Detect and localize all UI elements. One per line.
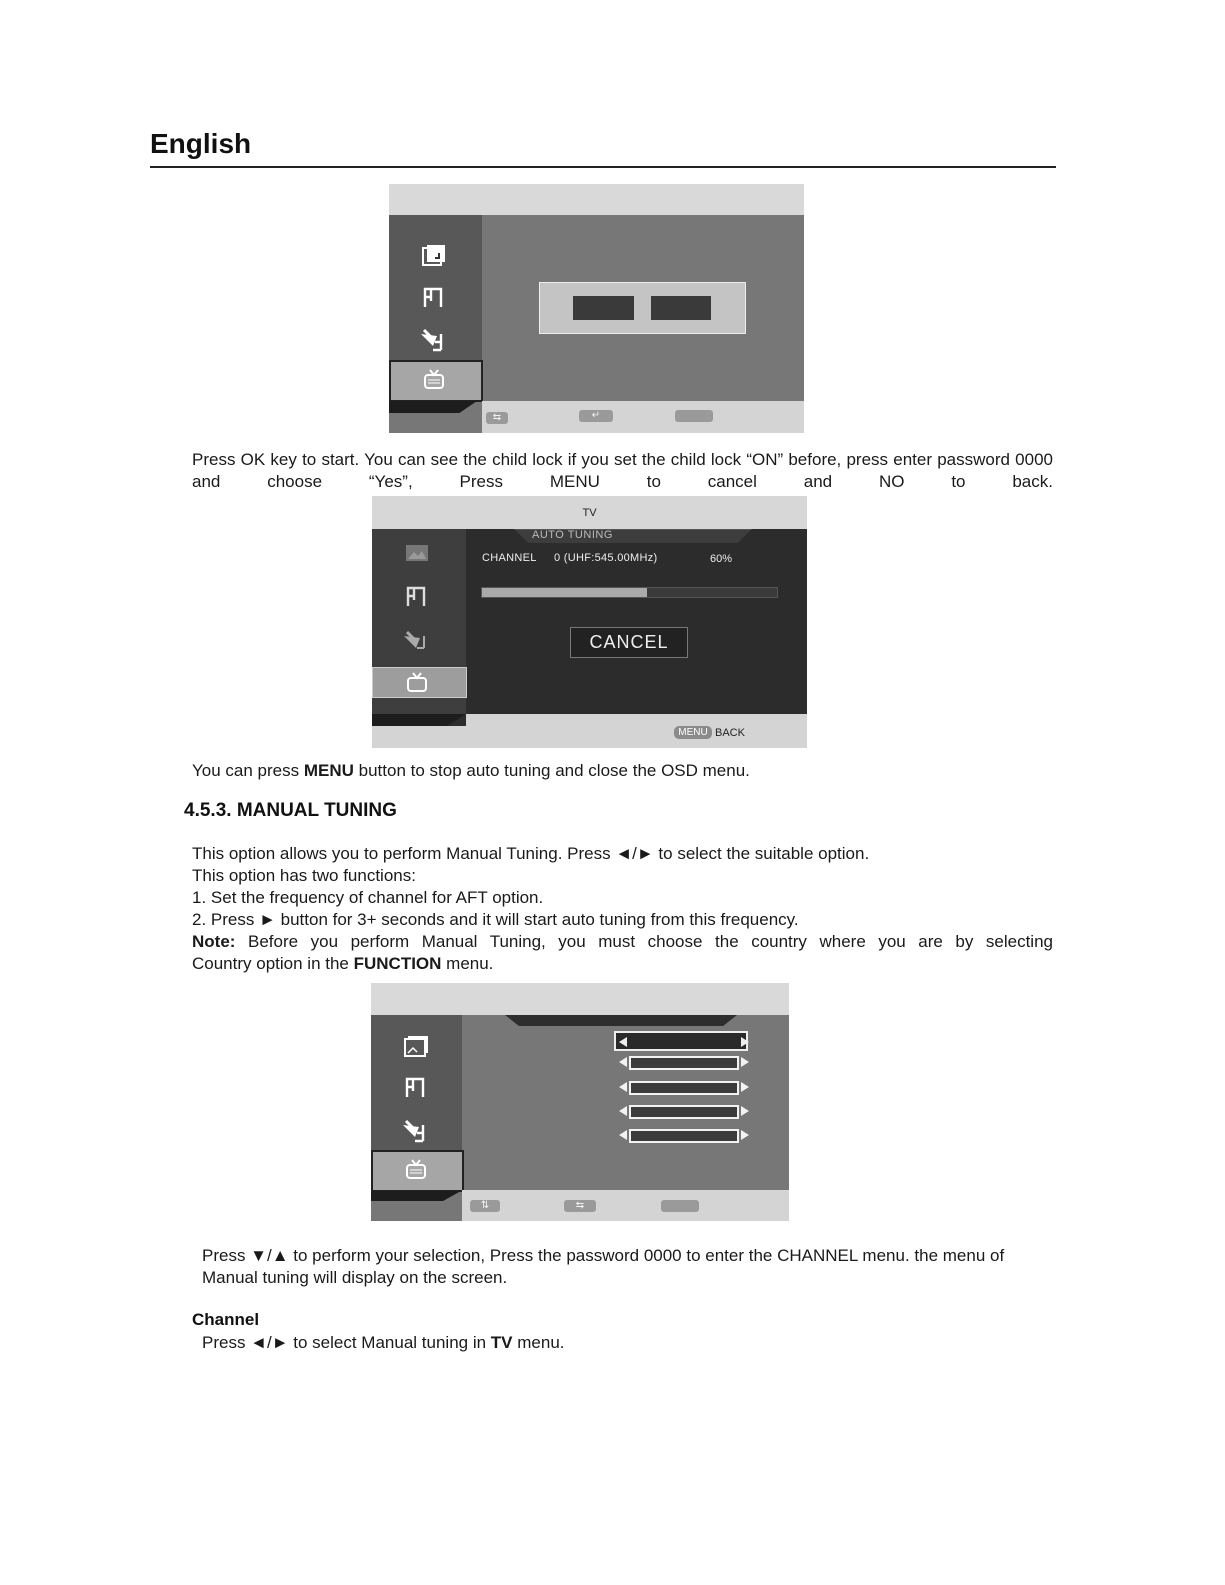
sidebar-bottom-tab xyxy=(389,401,477,413)
header-rule xyxy=(150,166,1056,168)
aft-spinner[interactable] xyxy=(619,1105,749,1119)
sidebar-bottom-tab xyxy=(371,1191,461,1201)
arrow-left-icon[interactable] xyxy=(619,1106,627,1116)
arrow-left-icon[interactable] xyxy=(619,1130,627,1140)
arrow-left-icon[interactable] xyxy=(619,1057,627,1067)
channel-instruction-c: menu. xyxy=(512,1333,565,1352)
osd-title-bar xyxy=(371,983,789,1015)
auto-tuning-instruction xyxy=(192,449,1053,493)
tv-icon[interactable] xyxy=(399,1155,433,1185)
stop-tuning-text xyxy=(192,760,1053,782)
osd-footer-left xyxy=(372,726,466,748)
osd-footer xyxy=(466,714,807,748)
sound-icon[interactable] xyxy=(417,282,451,312)
picture-icon[interactable] xyxy=(400,538,434,568)
manual-tuning-line-2: This option has two functions: xyxy=(192,866,416,885)
color-system-spinner[interactable] xyxy=(619,1056,749,1070)
picture-icon[interactable] xyxy=(399,1031,433,1061)
arrow-left-icon[interactable] xyxy=(619,1037,627,1047)
menu-key-icon xyxy=(674,726,712,739)
osd-manual-tuning-screen xyxy=(371,983,789,1221)
function-icon[interactable] xyxy=(417,324,451,354)
channel-instruction-a: Press ◄/► to select Manual tuning in xyxy=(202,1333,491,1352)
enter-key-icon: ↵ xyxy=(579,410,613,422)
sound-icon[interactable] xyxy=(399,1072,433,1102)
section-heading: 4.5.3. MANUAL TUNING xyxy=(184,800,397,821)
no-button[interactable] xyxy=(651,296,711,320)
stop-tuning-menu: MENU xyxy=(303,761,354,780)
back-label: BACK xyxy=(715,727,745,739)
auto-tuning-heading: AUTO TUNING xyxy=(532,529,613,541)
channel-heading: Channel xyxy=(192,1310,260,1329)
arrow-right-icon[interactable] xyxy=(741,1082,749,1092)
menu-key-label: MENU xyxy=(678,727,708,738)
arrow-left-icon[interactable] xyxy=(619,1082,627,1092)
channel-label: CHANNEL xyxy=(482,552,537,564)
fine-tune-spinner[interactable] xyxy=(619,1129,749,1143)
sidebar-bottom-tab xyxy=(372,714,466,726)
function-icon[interactable] xyxy=(400,626,434,656)
picture-icon[interactable] xyxy=(417,240,451,270)
osd-auto-tuning-screen xyxy=(372,496,807,748)
function-menu-label: FUNCTION xyxy=(353,954,442,973)
spinner-field xyxy=(629,1129,739,1143)
stop-tuning-c: button to stop auto tuning and close the OSD menu. xyxy=(353,761,750,780)
arrow-right-icon[interactable] xyxy=(741,1057,749,1067)
manual-tuning-line-3: 1. Set the frequency of channel for AFT option. xyxy=(192,888,544,907)
manual-tuning-description xyxy=(192,843,1053,975)
manual-tuning-line-4: 2. Press ► button for 3+ seconds and it will start auto tuning from this frequency. xyxy=(192,910,799,929)
cancel-button-label: CANCEL xyxy=(589,632,669,652)
left-right-key-icon: ⇆ xyxy=(564,1200,596,1212)
country-option-a: Country option in the xyxy=(192,954,354,973)
osd-footer xyxy=(462,1190,789,1221)
password-dialog xyxy=(539,282,746,334)
stop-tuning-a: You can press xyxy=(192,761,304,780)
osd-footer xyxy=(482,401,804,433)
tv-icon[interactable] xyxy=(417,365,451,395)
cancel-button[interactable] xyxy=(570,627,688,658)
auto-tuning-instruction-text: Press OK key to start. You can see the child lock if you set the child lock “ON” before, press enter password 0000 and choose “Yes”, Press MENU to cancel and NO to back. xyxy=(192,450,1053,491)
spinner-field xyxy=(629,1105,739,1119)
selection-instruction xyxy=(202,1245,1052,1289)
spinner-field xyxy=(629,1056,739,1070)
left-right-key-icon: ⇆ xyxy=(486,412,508,424)
tv-icon[interactable] xyxy=(400,668,434,698)
manual-tuning-line-1: This option allows you to perform Manual Tuning. Press ◄/► to select the suitable option. xyxy=(192,844,870,863)
menu-key-icon xyxy=(675,410,713,422)
menu-key-icon xyxy=(661,1200,699,1212)
function-icon[interactable] xyxy=(399,1115,433,1145)
note-text: Before you perform Manual Tuning, you must choose the country where you are by selecting xyxy=(235,932,1053,951)
note-label: Note: xyxy=(192,932,236,951)
progress-track xyxy=(481,587,778,598)
selection-instruction-text: Press ▼/▲ to perform your selection, Press the password 0000 to enter the CHANNEL menu. the menu of Manual tuning will display on the screen. xyxy=(202,1246,1005,1287)
sound-icon[interactable] xyxy=(400,581,434,611)
osd-title: TV xyxy=(582,507,597,519)
yes-button[interactable] xyxy=(573,296,634,320)
manual-tuning-line-6 xyxy=(192,953,1053,975)
arrow-right-icon[interactable] xyxy=(741,1037,749,1047)
up-down-key-icon: ⇅ xyxy=(470,1200,500,1212)
progress-fill xyxy=(482,588,647,597)
manual-tuning-note-line xyxy=(192,931,1053,953)
spinner-field xyxy=(629,1081,739,1095)
page-header-title: English xyxy=(150,128,252,159)
arrow-right-icon[interactable] xyxy=(741,1106,749,1116)
country-option-c: menu. xyxy=(441,954,494,973)
channel-value: 0 (UHF:545.00MHz) xyxy=(554,552,658,564)
sound-system-spinner[interactable] xyxy=(619,1081,749,1095)
osd-title-bar xyxy=(389,184,804,215)
progress-percent: 60% xyxy=(710,553,733,565)
osd-password-screen xyxy=(389,184,804,433)
manual-tuning-tab xyxy=(505,1015,737,1026)
channel-instruction xyxy=(202,1332,1052,1354)
arrow-right-icon[interactable] xyxy=(741,1130,749,1140)
channel-spinner[interactable] xyxy=(619,1036,749,1050)
channel-instruction-tv: TV xyxy=(490,1333,513,1352)
